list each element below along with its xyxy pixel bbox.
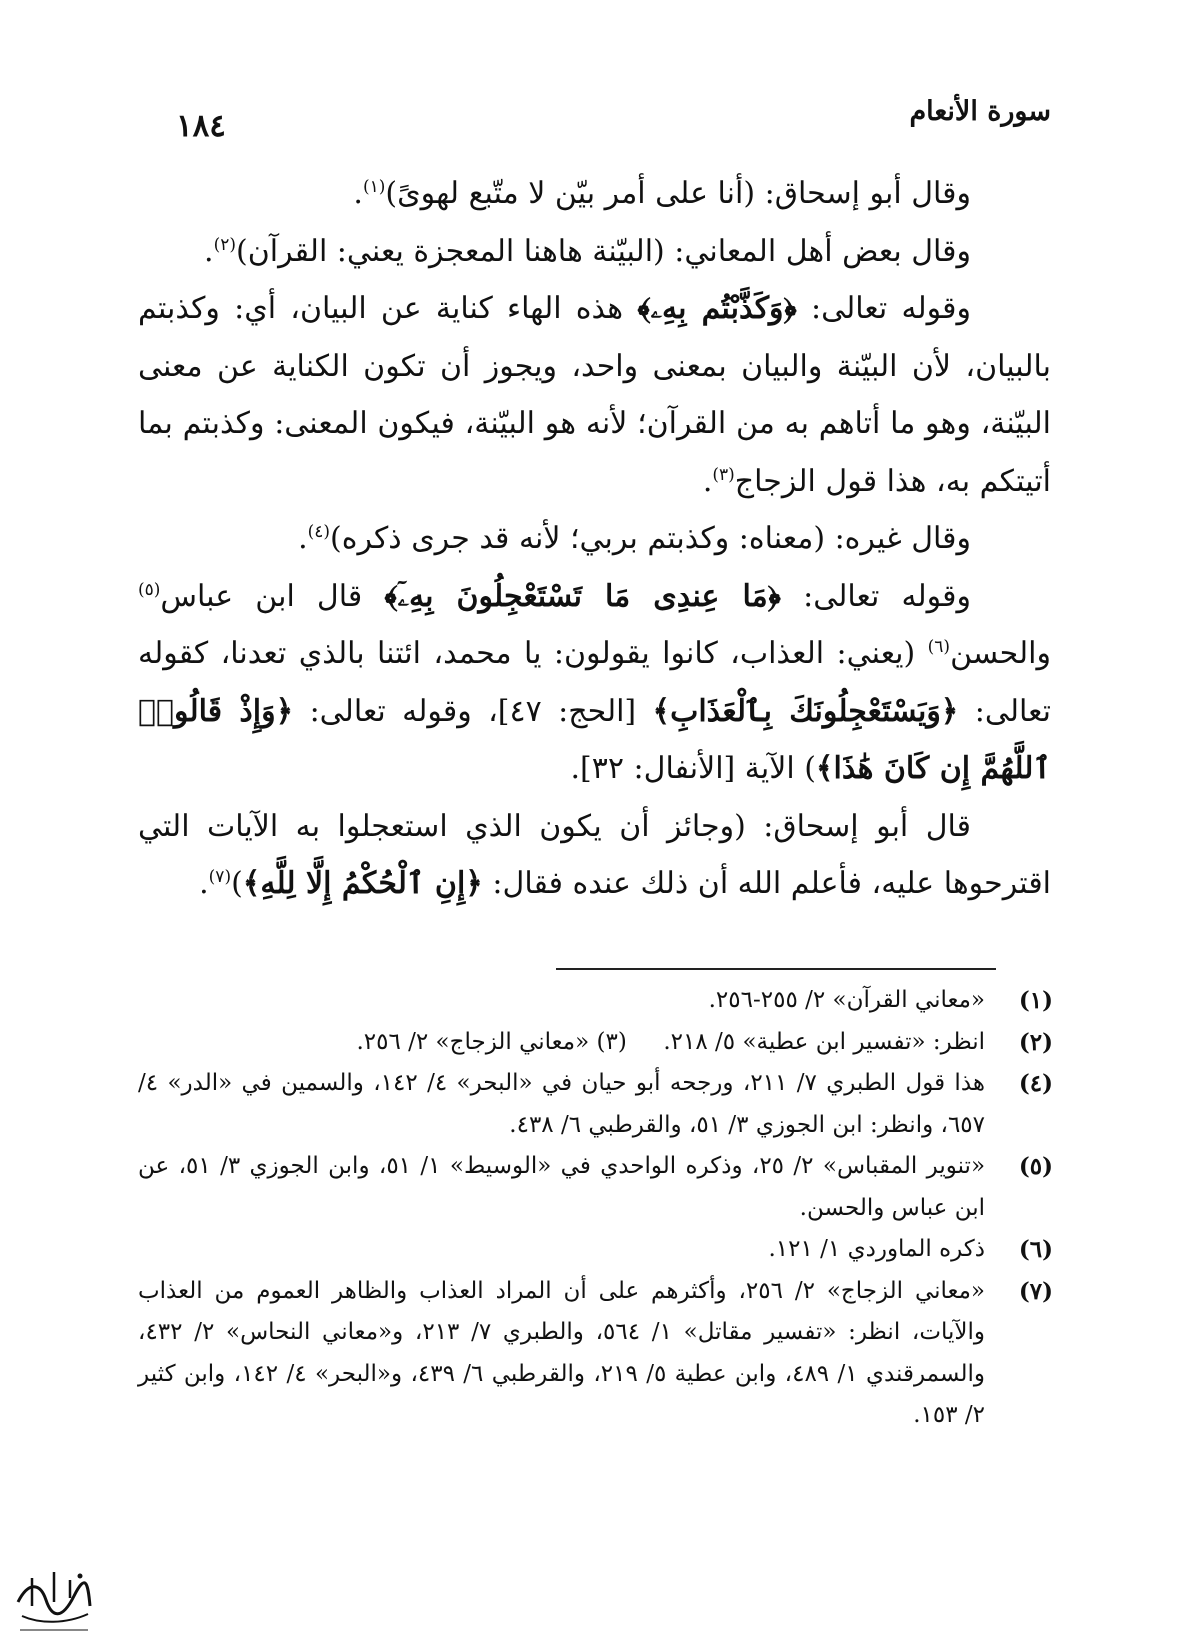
footnote-ref-6: (٦) (927, 637, 951, 657)
paragraph-5 (138, 568, 1051, 798)
paragraph-2-end: . (204, 233, 214, 269)
paragraph-5-text-a: قال ابن عباس (160, 578, 385, 614)
footnote (138, 1229, 1053, 1271)
quran-verse: ﴿وَكَذَّبْتُم بِهِۦ﴾ (637, 291, 797, 326)
footnote (138, 980, 1053, 1022)
footnote-ref-3: (٣) (712, 464, 735, 485)
paragraph-3-lead: وقوله تعالى: (796, 291, 971, 326)
publisher-logo (10, 1562, 96, 1640)
footnote (138, 1022, 1053, 1064)
paragraph-3 (138, 280, 1051, 510)
footnote-ref-5: (٥) (138, 579, 161, 600)
quran-verse: ﴿مَا عِندِى مَا تَسْتَعْجِلُونَ بِهِۦٓ﴾ (384, 578, 781, 614)
paragraph-6-close: ) (231, 866, 243, 901)
paragraph-5-text-e: ) الآية [الأنفال: ٣٢]. (570, 751, 816, 786)
paragraph-5-text-d: [الحج: ٤٧]، وقوله تعالى: (293, 693, 653, 729)
paragraph-5-text-b: والحسن (950, 636, 1051, 671)
footnotes (138, 980, 1053, 1437)
footnote (138, 1271, 1053, 1437)
paragraph-4-end: . (298, 521, 308, 556)
footnote (138, 1063, 1053, 1146)
paragraph-3-end: . (702, 463, 713, 499)
page-number: ١٨٤ (176, 108, 226, 144)
quran-verse: ﴿وَإِذْ قَالُوا۟ ٱللَّهُمَّ إِن كَانَ هَٰذَا﴾ (138, 693, 1051, 786)
footnote-text: «تنوير المقباس» ٢/ ٢٥، وذكره الواحدي في «الوسيط» ١/ ٥١، وابن الجوزي ٣/ ٥١، عن ابن عباس والحسن. (138, 1153, 986, 1221)
footnote-text: هذا قول الطبري ٧/ ٢١١، ورجحه أبو حيان في «البحر» ٤/ ١٤٢، والسمين في «الدر» ٤/ ٦٥٧، وانظر: ابن الجوزي ٣/ ٥١، والقرطبي ٦/ ٤٣٨. (138, 1070, 986, 1138)
paragraph-6-text: قال أبو إسحاق: (وجائز أن يكون الذي استعجلوا به الآيات التي اقترحوها عليه، فأعلم الله أن ذلك عنده فقال: (138, 808, 1051, 901)
footnote-ref-4: (٤) (307, 522, 331, 542)
footnote-number: (١) (1018, 987, 1053, 1014)
paragraph-6-end: . (199, 866, 209, 901)
paragraph-2-text: وقال بعض أهل المعاني: (البيّنة هاهنا المعجزة يعني: القرآن) (236, 233, 971, 269)
footnote-ref-2: (٢) (213, 234, 236, 255)
footnote-text: «معاني القرآن» ٢/ ٢٥٥-٢٥٦. (708, 987, 985, 1013)
page-header (176, 78, 1051, 148)
footnote-ref-1: (١) (362, 177, 386, 197)
quran-verse: ﴿وَيَسْتَعْجِلُونَكَ بِٱلْعَذَابِ﴾ (652, 693, 959, 729)
paragraph-4 (138, 510, 1051, 568)
paragraph-1-end: . (353, 176, 363, 211)
main-text (138, 165, 1051, 913)
footnote-ref-7: (٧) (208, 867, 232, 887)
footnote-number: (٧) (1018, 1277, 1053, 1305)
paragraph-3-text: هذه الهاء كناية عن البيان، أي: وكذبتم بالبيان، لأن البيّنة والبيان بمعنى واحد، ويجوز أن تكون الكناية عن معنى البيّنة، وهو ما أتاهم به من القرآن؛ لأنه هو البيّنة، فيكون المعنى: وكذبتم بما أتيتكم به، هذا قول الزجاج (138, 291, 1051, 499)
footnote-number: (٥) (1018, 1153, 1053, 1180)
paragraph-1-text: وقال أبو إسحاق: (أنا على أمر بيّن لا متّبع لهوىً) (385, 176, 971, 211)
footnote-text: انظر: «تفسير ابن عطية» ٥/ ٢١٨. (٣) «معاني الزجاج» ٢/ ٢٥٦. (356, 1028, 985, 1055)
footnote-text: ذكره الماوردي ١/ ١٢١. (768, 1236, 985, 1262)
footnote-separator (556, 968, 996, 970)
running-title: سورة الأنعام (909, 96, 1051, 127)
paragraph-4-text: وقال غيره: (معناه: وكذبتم بربي؛ لأنه قد جرى ذكره) (330, 521, 971, 556)
paragraph-1 (138, 165, 1051, 223)
footnote (138, 1146, 1053, 1229)
footnote-text: «معاني الزجاج» ٢/ ٢٥٦، وأكثرهم على أن المراد العذاب والظاهر العموم من العذاب والآيات، انظر: «تفسير مقاتل» ١/ ٥٦٤، والطبري ٧/ ٢١٣، و«معاني النحاس» ٢/ ٤٣٢، والسمرقندي ١/ ٤٨٩، وابن عطية ٥/ ٢١٩، والقرطبي ٦/ ٤٣٩، و«البحر» ٤/ ١٤٢، وابن كثير ٢/ ١٥٣. (138, 1277, 986, 1428)
quran-verse: ﴿إِنِ ٱلْحُكْمُ إِلَّا لِلَّهِ﴾ (242, 866, 483, 901)
paragraph-6 (138, 798, 1051, 913)
paragraph-2 (138, 223, 1051, 281)
footnote-number: (٤) (1018, 1070, 1053, 1097)
paragraph-5-text-c: (يعني: العذاب، كانوا يقولون: يا محمد، ائتنا بالذي تعدنا، كقوله تعالى: (138, 636, 1051, 729)
footnote-number: (٢) (1018, 1028, 1053, 1056)
footnote-number: (٦) (1018, 1236, 1053, 1263)
paragraph-5-lead: وقوله تعالى: (780, 578, 971, 614)
